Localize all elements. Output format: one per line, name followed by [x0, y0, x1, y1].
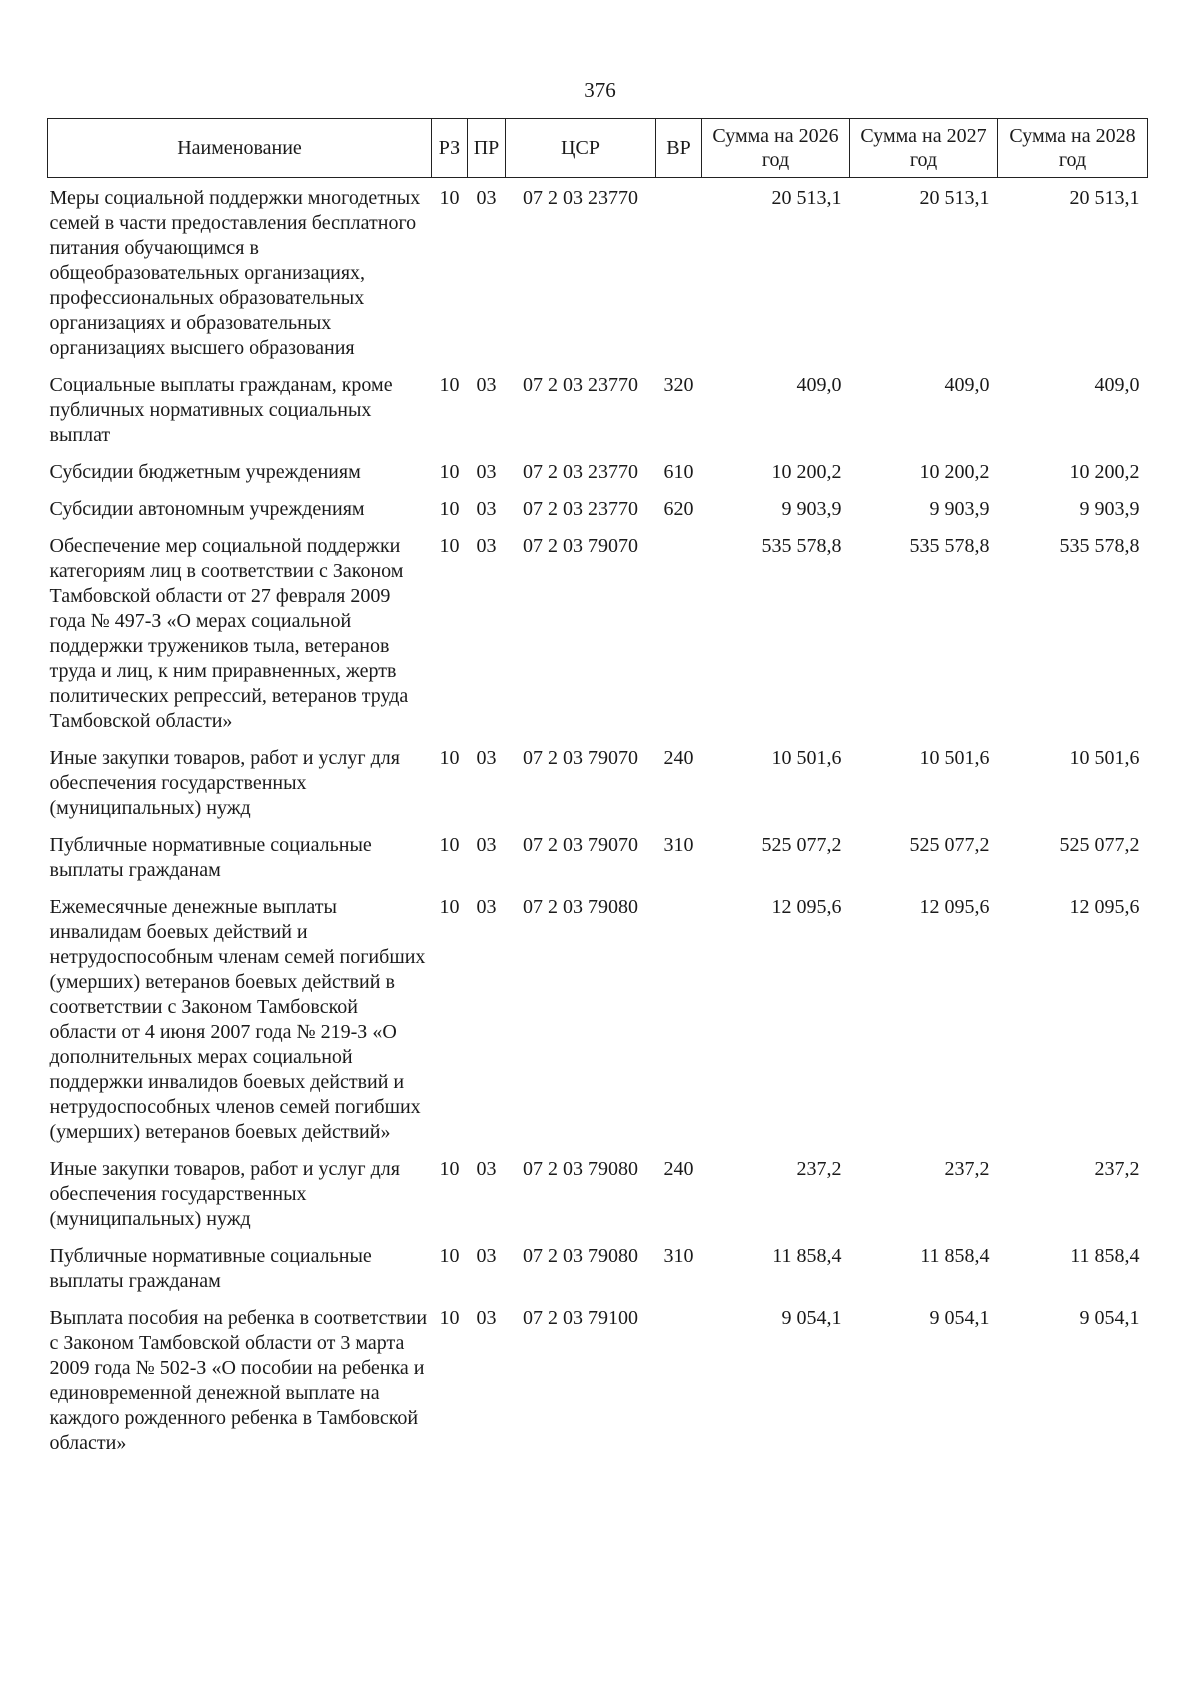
cell-sum-2027: 11 858,4 — [920, 1245, 990, 1267]
cell-name: Субсидии бюджетным учреждениям — [49, 461, 361, 483]
cell-vr — [656, 887, 702, 1149]
cell-sum-2028: 11 858,4 — [1070, 1245, 1140, 1267]
cell-sum-2026: 525 077,2 — [761, 834, 842, 856]
cell-pr: 03 — [476, 498, 497, 520]
cell-name: Меры социальной поддержки многодетных семей в части предоставления бесплатного питания обучающимся в общеобразовательных организациях, профессиональных образовательных организациях и образовательных организациях высшего образования — [49, 187, 421, 359]
cell-sum-2027: 9 903,9 — [929, 498, 990, 520]
cell-sum-2026: 9 054,1 — [781, 1307, 842, 1329]
table-row — [48, 1149, 1148, 1236]
cell-vr: 310 — [663, 1245, 694, 1267]
cell-sum-2028: 237,2 — [1094, 1158, 1140, 1180]
cell-sum-2028: 10 200,2 — [1069, 461, 1140, 483]
cell-pr: 03 — [476, 461, 497, 483]
cell-rz: 10 — [439, 374, 460, 396]
cell-name: Иные закупки товаров, работ и услуг для обеспечения государственных (муниципальных) нужд — [49, 747, 400, 819]
cell-pr: 03 — [476, 834, 497, 856]
header-csr: ЦСР — [506, 119, 656, 178]
cell-sum-2027: 10 200,2 — [919, 461, 990, 483]
cell-csr: 07 2 03 23770 — [523, 374, 638, 396]
cell-name: Обеспечение мер социальной поддержки категориям лиц в соответствии с Законом Тамбовской области от 27 февраля 2009 года № 497-З «О мерах социальной поддержки тружеников тыла, ветеранов труда и лиц, к ним приравненных, жертв политических репрессий, ветеранов труда Тамбовской области» — [49, 535, 409, 732]
cell-name: Публичные нормативные социальные выплаты гражданам — [49, 834, 372, 881]
cell-sum-2027: 525 077,2 — [909, 834, 990, 856]
cell-sum-2027: 237,2 — [944, 1158, 990, 1180]
cell-sum-2027: 9 054,1 — [929, 1307, 990, 1329]
cell-sum-2027: 409,0 — [944, 374, 990, 396]
cell-sum-2026: 535 578,8 — [761, 535, 842, 557]
cell-sum-2027: 535 578,8 — [909, 535, 990, 557]
cell-sum-2026: 10 501,6 — [771, 747, 842, 769]
header-rz: РЗ — [432, 119, 468, 178]
cell-name: Выплата пособия на ребенка в соответствии с Законом Тамбовской области от 3 марта 2009 года № 502-З «О пособии на ребенка и единовременной денежной выплате на каждого рожденного ребенка в Тамбовской области» — [49, 1307, 428, 1454]
cell-pr: 03 — [476, 1158, 497, 1180]
cell-csr: 07 2 03 79080 — [523, 1245, 638, 1267]
cell-vr: 240 — [663, 747, 694, 769]
cell-csr: 07 2 03 23770 — [523, 461, 638, 483]
cell-pr: 03 — [476, 535, 497, 557]
cell-sum-2028: 20 513,1 — [1069, 187, 1140, 209]
cell-pr: 03 — [476, 374, 497, 396]
cell-pr: 03 — [476, 896, 497, 918]
cell-vr: 610 — [663, 461, 694, 483]
table-header-row — [48, 119, 1148, 178]
cell-vr — [656, 178, 702, 366]
cell-rz: 10 — [439, 1307, 460, 1329]
cell-sum-2028: 525 077,2 — [1059, 834, 1140, 856]
budget-table — [47, 118, 1148, 1460]
cell-rz: 10 — [439, 1158, 460, 1180]
cell-csr: 07 2 03 79100 — [523, 1307, 638, 1329]
table-row — [48, 1298, 1148, 1460]
cell-rz: 10 — [439, 834, 460, 856]
cell-csr: 07 2 03 79070 — [523, 747, 638, 769]
cell-sum-2026: 12 095,6 — [771, 896, 842, 918]
cell-csr: 07 2 03 79080 — [523, 896, 638, 918]
table-row — [48, 887, 1148, 1149]
header-vr: ВР — [656, 119, 702, 178]
cell-sum-2028: 9 903,9 — [1079, 498, 1140, 520]
table-row — [48, 178, 1148, 366]
cell-rz: 10 — [439, 187, 460, 209]
cell-vr — [656, 1298, 702, 1460]
cell-pr: 03 — [476, 747, 497, 769]
cell-csr: 07 2 03 79080 — [523, 1158, 638, 1180]
cell-sum-2027: 20 513,1 — [919, 187, 990, 209]
cell-vr: 620 — [663, 498, 694, 520]
cell-csr: 07 2 03 79070 — [523, 834, 638, 856]
header-pr: ПР — [468, 119, 506, 178]
cell-sum-2026: 237,2 — [796, 1158, 842, 1180]
header-sum-2026: Сумма на 2026 год — [702, 119, 850, 178]
cell-name: Субсидии автономным учреждениям — [49, 498, 365, 520]
cell-sum-2027: 10 501,6 — [919, 747, 990, 769]
cell-name: Иные закупки товаров, работ и услуг для обеспечения государственных (муниципальных) нужд — [49, 1158, 400, 1230]
cell-sum-2026: 9 903,9 — [781, 498, 842, 520]
cell-name: Социальные выплаты гражданам, кроме публичных нормативных социальных выплат — [49, 374, 393, 446]
cell-sum-2026: 20 513,1 — [771, 187, 842, 209]
cell-csr: 07 2 03 23770 — [523, 187, 638, 209]
cell-vr — [656, 526, 702, 738]
cell-rz: 10 — [439, 461, 460, 483]
cell-sum-2026: 409,0 — [796, 374, 842, 396]
table-row — [48, 738, 1148, 825]
table-row — [48, 452, 1148, 489]
table-row — [48, 825, 1148, 887]
cell-csr: 07 2 03 79070 — [523, 535, 638, 557]
cell-sum-2028: 409,0 — [1094, 374, 1140, 396]
cell-sum-2026: 10 200,2 — [771, 461, 842, 483]
page-number: 376 — [584, 78, 616, 102]
cell-sum-2028: 535 578,8 — [1059, 535, 1140, 557]
cell-vr: 320 — [663, 374, 694, 396]
cell-vr: 310 — [663, 834, 694, 856]
cell-rz: 10 — [439, 1245, 460, 1267]
table-row — [48, 526, 1148, 738]
cell-pr: 03 — [476, 187, 497, 209]
cell-name: Ежемесячные денежные выплаты инвалидам боевых действий и нетрудоспособным членам семей погибших (умерших) ветеранов боевых действий в соответствии с Законом Тамбовской области от 4 июня 2007 года № 219-З «О дополнительных мерах социальной поддержки инвалидов боевых действий и нетрудоспособных членов семей погибших (умерших) ветеранов боевых действий» — [49, 896, 426, 1143]
header-sum-2028: Сумма на 2028 год — [998, 119, 1148, 178]
cell-rz: 10 — [439, 747, 460, 769]
cell-sum-2028: 12 095,6 — [1069, 896, 1140, 918]
table-row — [48, 365, 1148, 452]
cell-pr: 03 — [476, 1307, 497, 1329]
cell-name: Публичные нормативные социальные выплаты гражданам — [49, 1245, 372, 1292]
cell-rz: 10 — [439, 896, 460, 918]
cell-rz: 10 — [439, 535, 460, 557]
table-row — [48, 1236, 1148, 1298]
table-row — [48, 489, 1148, 526]
cell-csr: 07 2 03 23770 — [523, 498, 638, 520]
cell-sum-2026: 11 858,4 — [772, 1245, 842, 1267]
cell-rz: 10 — [439, 498, 460, 520]
header-name: Наименование — [48, 119, 432, 178]
cell-sum-2027: 12 095,6 — [919, 896, 990, 918]
cell-sum-2028: 10 501,6 — [1069, 747, 1140, 769]
cell-sum-2028: 9 054,1 — [1079, 1307, 1140, 1329]
header-sum-2027: Сумма на 2027 год — [850, 119, 998, 178]
cell-vr: 240 — [663, 1158, 694, 1180]
cell-pr: 03 — [476, 1245, 497, 1267]
